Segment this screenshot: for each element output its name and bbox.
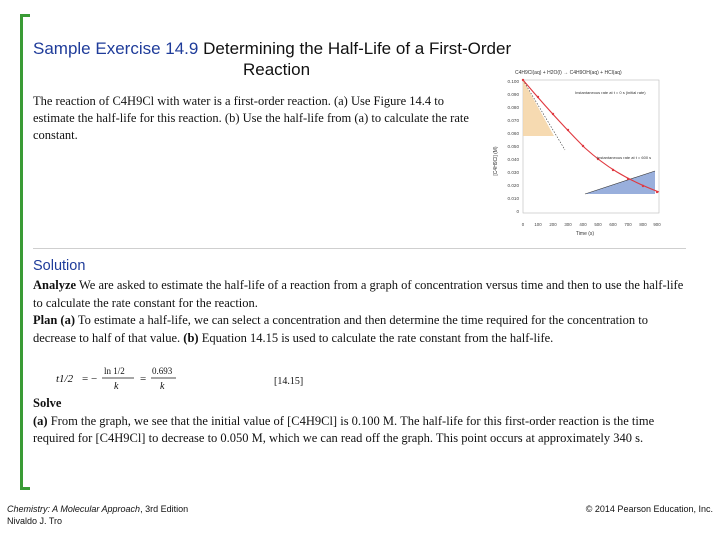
section-divider <box>33 248 686 249</box>
analyze-paragraph <box>33 277 693 312</box>
footer-author: Nivaldo J. Tro <box>7 516 63 526</box>
equation-rhs: 0.693 <box>152 366 173 376</box>
footer-edition: , 3rd Edition <box>140 504 189 514</box>
equation-numerator: ln 1/2 <box>104 366 125 376</box>
plan-label-b: (b) <box>183 330 199 345</box>
title-text-line1: Determining the Half-Life of a First-Order <box>203 39 512 58</box>
accent-tick-bottom <box>20 487 30 490</box>
solve-paragraph <box>33 395 693 448</box>
figure-equation: C4H9Cl(aq) + H2O(l) → C4H9OH(aq) + HCl(aq) <box>515 70 622 76</box>
xtick: 300 <box>564 222 572 227</box>
annotation-initial-rate: Instantaneous rate at t = 0 s (initial rate) <box>575 90 646 95</box>
equation-lhs: t1/2 <box>56 373 74 385</box>
figure-xlabel: Time (s) <box>575 231 595 237</box>
xtick: 500 <box>594 222 602 227</box>
ytick: 0.050 <box>507 144 519 149</box>
xtick: 400 <box>579 222 587 227</box>
concentration-time-figure <box>485 66 663 242</box>
equation-reference: [14.15] <box>274 376 304 387</box>
ytick: 0.020 <box>507 183 519 188</box>
plan-paragraph <box>33 312 693 347</box>
solution-heading: Solution <box>33 258 86 274</box>
analyze-label: Analyze <box>33 278 77 292</box>
problem-statement: The reaction of C4H9Cl with water is a first-order reaction. (a) Use Figure 14.4 to estimate the half-life for this reaction. (b) Use the half-life from (a) to calculate the rate constant. <box>33 94 469 142</box>
xtick: 100 <box>534 222 542 227</box>
ytick: 0.080 <box>507 105 519 110</box>
svg-text:k: k <box>160 381 165 392</box>
ytick: 0.030 <box>507 170 519 175</box>
accent-bar <box>20 14 23 490</box>
footer-copyright: © 2014 Pearson Education, Inc. <box>585 504 713 514</box>
xtick: 900 <box>653 222 661 227</box>
half-life-equation <box>56 362 316 394</box>
ytick: 0 <box>516 209 519 214</box>
ytick: 0.060 <box>507 131 519 136</box>
plan-text-a: To estimate a half-life, we can select a concentration and then determine the time required for the concentration to decrease to half of that value. <box>33 313 648 345</box>
solve-label: Solve <box>33 396 62 410</box>
plan-text-b: Equation 14.15 is used to calculate the rate constant from the half-life. <box>201 330 554 345</box>
solve-part-a: (a) <box>33 413 48 428</box>
accent-tick-top <box>20 14 30 17</box>
title-text-line2: Reaction <box>243 60 311 79</box>
title-prefix: Sample Exercise 14.9 <box>33 39 199 58</box>
analyze-text: We are asked to estimate the half-life of a reaction from a graph of concentration versus time and then to use the half-life to calculate the rate constant for the reaction. <box>33 278 684 310</box>
plan-label: Plan (a) <box>33 313 76 327</box>
ytick: 0.040 <box>507 157 519 162</box>
svg-text:= −: = − <box>82 373 98 385</box>
equation-denominator: k <box>114 381 119 392</box>
svg-text:=: = <box>140 373 147 385</box>
ytick: 0.070 <box>507 118 519 123</box>
ytick: 0.010 <box>507 196 519 201</box>
annotation-instant-rate: Instantaneous rate at t = 600 s <box>597 155 652 160</box>
xtick: 600 <box>609 222 617 227</box>
xtick: 0 <box>521 222 525 227</box>
xtick: 700 <box>624 222 632 227</box>
footer-book: Chemistry: A Molecular Approach <box>7 504 141 514</box>
figure-ylabel: [C4H9Cl] (M) <box>493 146 499 176</box>
solve-text: From the graph, we see that the initial value of [C4H9Cl] is 0.100 M. The half-life for this first-order reaction is the time required for [C4H9Cl] to decrease to 0.050 M, which we can read off the graph. This point occurs at approximately 340 s. <box>33 413 655 445</box>
footer-citation <box>7 503 188 527</box>
xtick: 800 <box>639 222 647 227</box>
xtick: 200 <box>549 222 557 227</box>
ytick: 0.100 <box>507 79 519 84</box>
ytick: 0.090 <box>507 92 519 97</box>
